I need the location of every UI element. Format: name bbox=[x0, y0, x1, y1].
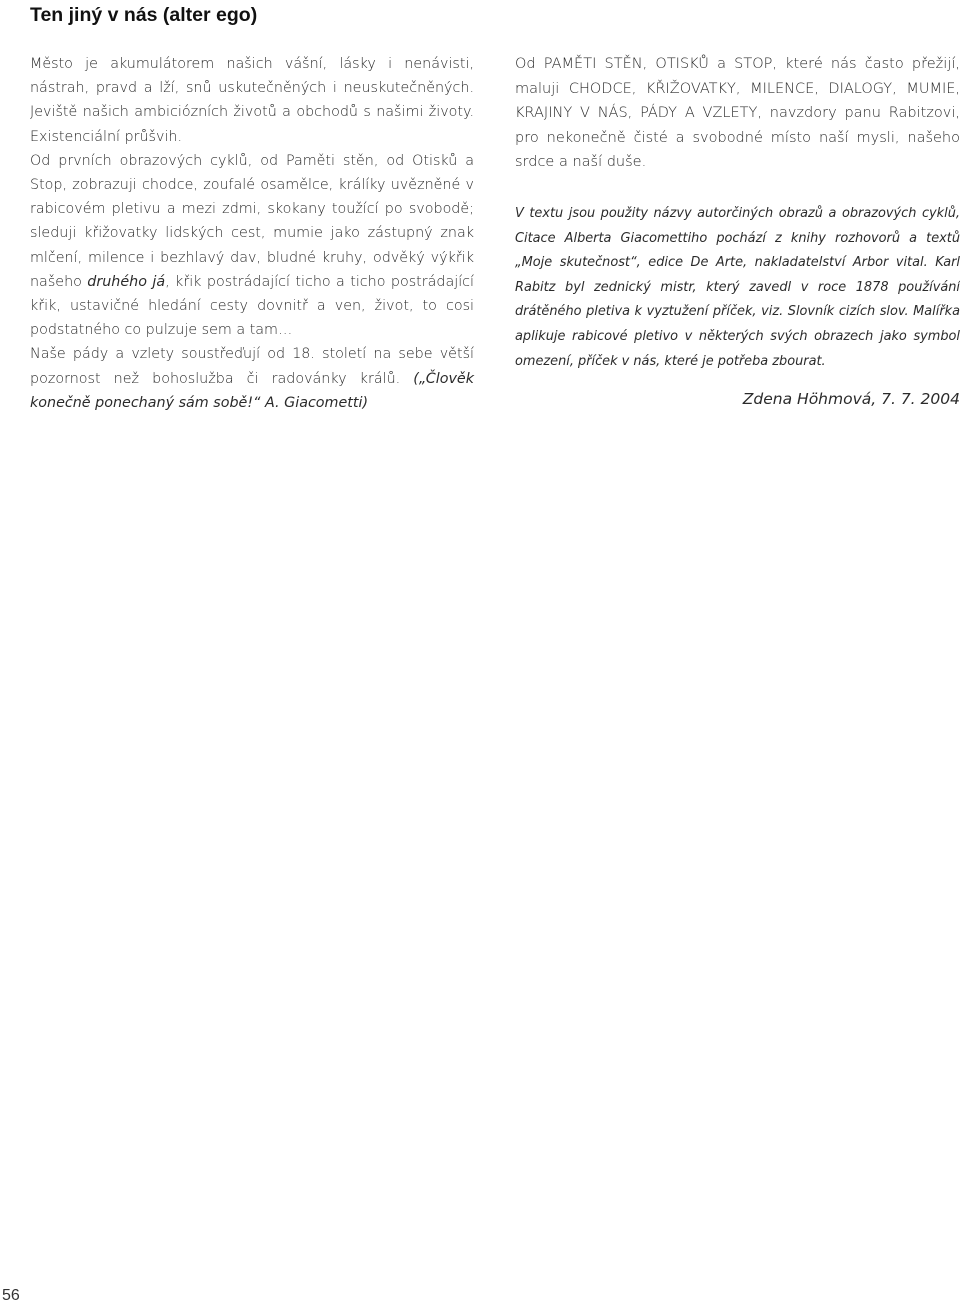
page-title: Ten jiný v nás (alter ego) bbox=[30, 4, 258, 26]
paragraph-cycles bbox=[30, 149, 474, 343]
author-signature: Zdena Höhmová, 7. 7. 2004 bbox=[742, 390, 960, 409]
paragraph-memory: Od PAMĚTI STĚN, OTISKŮ a STOP, které nás často přežijí, maluji CHODCE, KŘIŽOVATKY, MILENCE, DIALOGY, MUMIE, KRAJINY V NÁS, PÁDY A VZLETY, navzdory panu Rabitzovi, pro nekonečně čisté a svobodné místo naší mysli, našeho srdce a naší duše. bbox=[515, 56, 960, 171]
paragraph-cycles-text-a: Od prvních obrazových cyklů, od Paměti stěn, od Otisků a Stop, zobrazuji chodce, zoufalé osamělce, králíky uvězněné v rabicovém pletivu a mezi zdmi, skokany toužící po svobodě; sleduji křižovatky lidských cest, mumie jako zástupný znak mlčení, milence i bezhlavý dav, bludné kruhy, odvěký výkřik našeho bbox=[30, 152, 474, 290]
footnote: V textu jsou použity názvy autorčiných obrazů a obrazových cyklů, Citace Alberta Giacomettiho pochází z knihy rozhovorů a textů „Moje skutečnost“, edice De Arte, nakladatelství Arbor vital. Karl Rabitz byl zednický mistr, který zavedl v roce 1878 používání drátěného pletiva k vyztužení příček, viz. Slovník cizích slov. Malířka aplikuje rabicové pletivo v některých svých obrazech jako symbol omezení, příček v nás, které je potřeba zbourat. bbox=[515, 205, 960, 369]
paragraph-cycles-italic: druhého já bbox=[87, 273, 166, 290]
paragraph-falls bbox=[30, 342, 474, 415]
page-number: 56 bbox=[2, 1287, 20, 1304]
paragraph-cycles-text-b: , křik postrádající ticho a ticho postrádající křik, ustavičné hledání cesty dovnitř a ven, život, to cosi podstatného co pulzuje sem a tam… bbox=[30, 273, 474, 339]
paragraph-city: Město je akumulátorem našich vášní, lásky i nenávisti, nástrah, pravd a lží, snů uskutečněných i neuskutečněných. Jeviště našich ambiciózních životů a obchodů s našimi životy. Existenciální průšvih. bbox=[30, 56, 474, 145]
right-column bbox=[515, 52, 960, 411]
left-column bbox=[30, 52, 474, 415]
giacometti-quote: („Člověk konečně ponechaný sám sobě!“ A. Giacometti) bbox=[30, 370, 474, 411]
paragraph-falls-text: Naše pády a vzlety soustřeďují od 18. století na sebe větší pozornost než bohoslužba či radovánky králů. bbox=[30, 346, 474, 387]
